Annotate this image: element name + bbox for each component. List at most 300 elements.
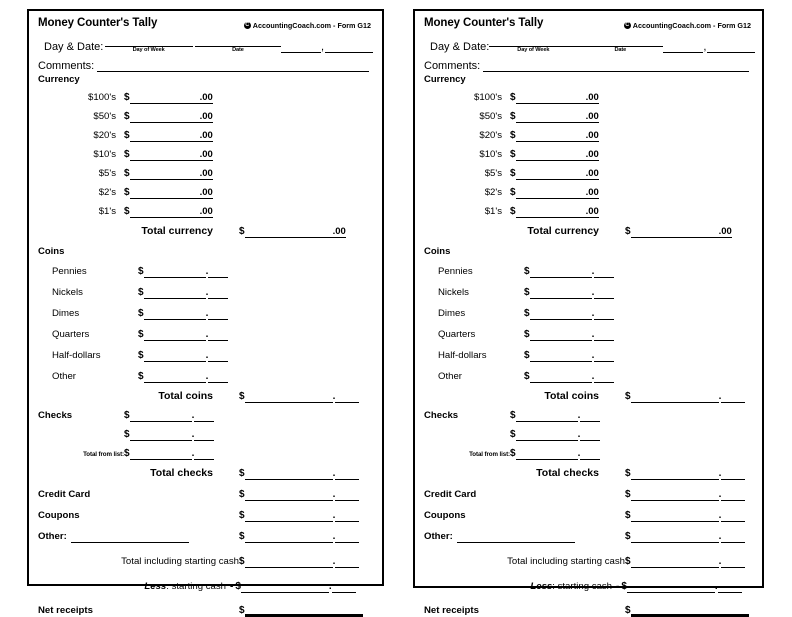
coins-total-cents-input[interactable]	[332, 390, 359, 403]
net-receipts-label: Net receipts	[38, 605, 93, 616]
coins-amount-input[interactable]	[530, 286, 592, 299]
coins-cents-input[interactable]	[205, 307, 228, 320]
form-body-right	[415, 11, 762, 616]
comments-label: Comments:	[424, 60, 481, 72]
date-month-group	[195, 35, 281, 53]
payment-amount-input-other[interactable]	[631, 530, 719, 543]
dollar-sign: $	[239, 226, 245, 237]
brand-text: AccountingCoach.com - Form G12	[252, 21, 371, 30]
decimal-point: .	[205, 329, 209, 340]
payment-line-left	[38, 489, 239, 501]
date-day-group	[663, 41, 703, 53]
dollar-sign: $	[625, 391, 631, 402]
currency-cents: .00	[199, 206, 213, 217]
day-of-week-caption: Day of Week	[517, 47, 550, 53]
total-including-label: Total including starting cash	[507, 556, 625, 567]
currency-total-input[interactable]	[631, 225, 719, 238]
checks-row	[424, 422, 753, 441]
coins-row	[424, 257, 753, 278]
currency-row	[38, 123, 373, 142]
day-of-week-input[interactable]	[489, 35, 577, 47]
coins-row	[38, 320, 373, 341]
day-of-week-group	[105, 35, 193, 53]
currency-amount-input[interactable]	[516, 148, 586, 161]
dollar-sign: $	[510, 149, 516, 160]
currency-amount-input[interactable]	[130, 205, 200, 218]
dollar-sign: $	[239, 605, 245, 616]
decimal-point: .	[205, 371, 209, 382]
currency-row	[424, 161, 753, 180]
dollar-sign: $	[124, 111, 130, 122]
date-month-input[interactable]	[195, 35, 281, 47]
payment-amount-input-coupons[interactable]	[631, 509, 719, 522]
currency-total-row	[38, 218, 373, 238]
coins-amount-input[interactable]	[144, 286, 206, 299]
checks-row	[424, 441, 753, 460]
coins-amount-input[interactable]	[530, 328, 592, 341]
checks-amount-input[interactable]	[516, 409, 578, 422]
decimal-point: .	[205, 350, 209, 361]
payment-line-label-other: Other:	[424, 531, 453, 542]
currency-cents: .00	[199, 92, 213, 103]
less-rest-text: : starting cash	[552, 581, 612, 592]
coins-cents-input[interactable]	[591, 265, 614, 278]
decimal-point: .	[332, 556, 336, 567]
currency-cents: .00	[585, 149, 599, 160]
currency-denomination-label: $10's	[93, 149, 116, 160]
payment-line-label-coupons: Coupons	[424, 510, 466, 521]
net-receipts-row	[38, 593, 373, 617]
comments-row	[38, 60, 373, 72]
day-date-row	[430, 35, 753, 53]
less-starting-cash-row	[424, 568, 753, 593]
day-of-week-input[interactable]	[105, 35, 193, 47]
coins-cents-input[interactable]	[591, 349, 614, 362]
payment-line-label-coupons: Coupons	[38, 510, 80, 521]
checks-total-row	[38, 460, 373, 480]
dollar-sign: $	[524, 371, 530, 382]
tally-form-left	[27, 9, 384, 616]
dollar-sign: $	[239, 510, 245, 521]
currency-cents: .00	[585, 111, 599, 122]
dollar-sign: $	[510, 187, 516, 198]
less-starting-cash-label	[424, 581, 612, 593]
currency-amount-input[interactable]	[130, 129, 200, 142]
currency-cents: .00	[199, 187, 213, 198]
less-starting-cash-label	[38, 581, 226, 593]
checks-cents-input[interactable]	[191, 428, 214, 441]
decimal-point: .	[205, 308, 209, 319]
decimal-point: .	[191, 429, 195, 440]
checks-total-label: Total checks	[536, 467, 599, 479]
payment-cents-input-coupons[interactable]	[332, 509, 359, 522]
payment-line-row	[424, 480, 753, 501]
checks-amount-input[interactable]	[130, 428, 192, 441]
checks-cents-input[interactable]	[191, 409, 214, 422]
coins-amount-input[interactable]	[144, 307, 206, 320]
dollar-sign: $	[625, 510, 631, 521]
dollar-sign: $	[510, 168, 516, 179]
coins-total-cents-input[interactable]	[718, 390, 745, 403]
dollar-sign: $	[124, 130, 130, 141]
dollar-sign: $	[239, 391, 245, 402]
payment-line-row	[38, 522, 373, 543]
dollar-sign: $	[124, 206, 130, 217]
dollar-sign: $	[124, 448, 130, 459]
coins-item-label: Half-dollars	[438, 350, 487, 361]
dollar-sign: $	[625, 489, 631, 500]
payment-amount-input-credit-card[interactable]	[631, 488, 719, 501]
coins-amount-input[interactable]	[530, 307, 592, 320]
date-caption: Date	[232, 47, 244, 53]
currency-denomination-label: $20's	[93, 130, 116, 141]
coins-total-row	[424, 383, 753, 403]
coins-amount-input[interactable]	[144, 349, 206, 362]
decimal-point: .	[591, 350, 595, 361]
copyright-icon: C	[245, 22, 250, 28]
decimal-point: .	[191, 448, 195, 459]
currency-total-label: Total currency	[527, 225, 599, 237]
payment-cents-input-credit-card[interactable]	[718, 488, 745, 501]
coins-row	[38, 341, 373, 362]
currency-amount-input[interactable]	[516, 129, 586, 142]
payment-line-row	[424, 501, 753, 522]
date-day-input[interactable]	[663, 41, 703, 53]
coins-cents-input[interactable]	[205, 286, 228, 299]
currency-row	[424, 180, 753, 199]
decimal-point: .	[718, 468, 722, 479]
decimal-point: .	[328, 581, 332, 592]
copyright-icon: C	[625, 22, 630, 28]
currency-row	[424, 142, 753, 161]
currency-denomination-label: $1's	[484, 206, 502, 217]
currency-cents: .00	[199, 149, 213, 160]
dollar-sign: $	[510, 448, 516, 459]
coins-row	[424, 320, 753, 341]
coins-row	[38, 299, 373, 320]
currency-row	[38, 199, 373, 218]
dollar-sign: $	[524, 266, 530, 277]
currency-row	[38, 104, 373, 123]
coins-row	[424, 341, 753, 362]
currency-cents: .00	[199, 130, 213, 141]
checks-total-row	[424, 460, 753, 480]
checks-total-cents-input[interactable]	[332, 467, 359, 480]
other-description-input[interactable]	[71, 531, 189, 543]
coins-amount-input[interactable]	[144, 328, 206, 341]
dollar-sign: $	[510, 130, 516, 141]
coins-item-label: Dimes	[438, 308, 466, 319]
date-month-group	[577, 35, 663, 53]
decimal-point: .	[591, 329, 595, 340]
form-header-left	[38, 17, 373, 30]
payment-line-left	[424, 510, 625, 522]
checks-row-label	[38, 440, 124, 441]
checks-amount-input[interactable]	[516, 447, 578, 460]
coins-item-label: Pennies	[438, 266, 473, 277]
currency-denomination-label: $50's	[479, 111, 502, 122]
currency-denomination-label: $10's	[479, 149, 502, 160]
decimal-point: .	[577, 448, 581, 459]
checks-amount-input[interactable]	[516, 428, 578, 441]
total-including-cents-input[interactable]	[718, 555, 745, 568]
coins-heading: Coins	[38, 246, 65, 257]
decimal-point: .	[332, 510, 336, 521]
dollar-sign: $	[524, 329, 530, 340]
date-comma: ,	[703, 41, 707, 53]
coins-row	[38, 362, 373, 383]
dollar-sign: $	[621, 581, 627, 592]
dollar-sign: $	[138, 371, 144, 382]
brand-credit	[624, 21, 753, 30]
currency-denomination-label: $20's	[479, 130, 502, 141]
checks-total-input[interactable]	[245, 467, 333, 480]
total-including-input[interactable]	[245, 555, 333, 568]
currency-cents: .00	[585, 206, 599, 217]
less-starting-cash-cents-input[interactable]	[332, 580, 356, 593]
payment-amount-input-other[interactable]	[245, 530, 333, 543]
checks-row	[424, 403, 753, 422]
coins-row	[38, 257, 373, 278]
coins-cents-input[interactable]	[205, 349, 228, 362]
total-including-row	[424, 543, 753, 568]
coins-total-input[interactable]	[631, 390, 719, 403]
dollar-sign: $	[510, 111, 516, 122]
currency-denomination-label: $5's	[484, 168, 502, 179]
payment-line-row	[424, 522, 753, 543]
decimal-point: .	[718, 556, 722, 567]
dollar-sign: $	[510, 429, 516, 440]
checks-row	[38, 441, 373, 460]
dollar-sign: $	[124, 187, 130, 198]
coins-amount-input[interactable]	[530, 349, 592, 362]
coins-item-label: Quarters	[438, 329, 476, 340]
coins-cents-input[interactable]	[205, 265, 228, 278]
dollar-sign: $	[239, 489, 245, 500]
currency-total-input[interactable]	[245, 225, 333, 238]
currency-amount-input[interactable]	[130, 91, 200, 104]
checks-total-label: Total checks	[150, 467, 213, 479]
date-comma: ,	[320, 41, 324, 53]
decimal-point: .	[591, 308, 595, 319]
currency-total-row	[424, 218, 753, 238]
currency-heading: Currency	[38, 74, 80, 85]
currency-row	[424, 199, 753, 218]
dollar-sign: $	[138, 287, 144, 298]
date-year-group	[707, 41, 755, 53]
currency-total-cents: .00	[718, 226, 732, 237]
dollar-sign: $	[138, 308, 144, 319]
date-year-input[interactable]	[325, 41, 373, 53]
currency-cents: .00	[585, 130, 599, 141]
coins-amount-input[interactable]	[530, 265, 592, 278]
coins-total-row	[38, 383, 373, 403]
tally-form-right	[413, 9, 764, 616]
page-title: Money Counter's Tally	[38, 17, 158, 29]
dollar-sign: $	[625, 226, 631, 237]
comments-label: Comments:	[38, 60, 95, 72]
brand-text: AccountingCoach.com - Form G12	[632, 21, 751, 30]
less-starting-cash-input[interactable]	[241, 580, 329, 593]
currency-row	[424, 85, 753, 104]
dollar-sign: $	[524, 287, 530, 298]
checks-cents-input[interactable]	[577, 447, 600, 460]
currency-row	[38, 85, 373, 104]
payment-amount-input-coupons[interactable]	[245, 509, 333, 522]
currency-cents: .00	[585, 92, 599, 103]
net-receipts-input[interactable]	[631, 603, 749, 617]
payment-cents-input-other[interactable]	[718, 530, 745, 543]
dollar-sign: $	[625, 605, 631, 616]
currency-amount-input[interactable]	[516, 110, 586, 123]
decimal-point: .	[591, 287, 595, 298]
coins-item-label: Pennies	[52, 266, 87, 277]
day-date-label: Day & Date:	[44, 41, 104, 53]
total-including-cents-input[interactable]	[332, 555, 359, 568]
decimal-point: .	[191, 410, 195, 421]
dollar-sign: $	[239, 556, 245, 567]
payment-cents-input-credit-card[interactable]	[332, 488, 359, 501]
currency-amount-input[interactable]	[130, 148, 200, 161]
dollar-sign: $	[235, 581, 241, 592]
form-body-left	[29, 11, 382, 616]
dollar-sign: $	[124, 149, 130, 160]
checks-total-input[interactable]	[631, 467, 719, 480]
coins-row	[38, 278, 373, 299]
coins-amount-input[interactable]	[144, 370, 206, 383]
coins-cents-input[interactable]	[591, 286, 614, 299]
decimal-point: .	[332, 489, 336, 500]
dollar-sign: $	[625, 556, 631, 567]
other-description-input[interactable]	[457, 531, 575, 543]
coins-total-label: Total coins	[158, 390, 213, 402]
coins-amount-input[interactable]	[144, 265, 206, 278]
dollar-sign: $	[124, 92, 130, 103]
comments-row	[424, 60, 753, 72]
minus-sign: -	[616, 581, 620, 592]
currency-amount-input[interactable]	[516, 205, 586, 218]
currency-denomination-label: $5's	[98, 168, 116, 179]
coins-total-input[interactable]	[245, 390, 333, 403]
date-year-input[interactable]	[707, 41, 755, 53]
payment-cents-input-coupons[interactable]	[718, 509, 745, 522]
currency-amount-input[interactable]	[130, 186, 200, 199]
currency-denomination-label: $2's	[98, 187, 116, 198]
date-caption: Date	[614, 47, 627, 53]
coins-cents-input[interactable]	[205, 328, 228, 341]
currency-row	[424, 104, 753, 123]
decimal-point: .	[718, 531, 722, 542]
payment-amount-input-credit-card[interactable]	[245, 488, 333, 501]
currency-cents: .00	[199, 111, 213, 122]
currency-row	[38, 180, 373, 199]
dollar-sign: $	[510, 92, 516, 103]
minus-sign: -	[230, 581, 234, 592]
date-year-group	[325, 41, 373, 53]
coins-item-label: Other	[52, 371, 76, 382]
checks-cents-input[interactable]	[191, 447, 214, 460]
net-receipts-input[interactable]	[245, 603, 363, 617]
decimal-point: .	[577, 410, 581, 421]
less-word: Less	[144, 581, 167, 592]
currency-cents: .00	[585, 168, 599, 179]
currency-amount-input[interactable]	[516, 186, 586, 199]
decimal-point: .	[718, 510, 722, 521]
coins-cents-input[interactable]	[591, 307, 614, 320]
net-receipts-label: Net receipts	[424, 605, 479, 616]
date-day-input[interactable]	[281, 41, 321, 53]
less-starting-cash-input[interactable]	[627, 580, 715, 593]
coins-amount-input[interactable]	[530, 370, 592, 383]
currency-denomination-label: $50's	[93, 111, 116, 122]
currency-denomination-label: $1's	[98, 206, 116, 217]
checks-cents-input[interactable]	[577, 409, 600, 422]
form-header-right	[424, 17, 753, 30]
decimal-point: .	[591, 266, 595, 277]
net-receipts-row	[424, 593, 753, 617]
currency-row	[38, 142, 373, 161]
date-month-input[interactable]	[577, 35, 663, 47]
total-including-input[interactable]	[631, 555, 719, 568]
page-title: Money Counter's Tally	[424, 17, 544, 29]
decimal-point: .	[332, 391, 336, 402]
coins-item-label: Nickels	[438, 287, 469, 298]
currency-amount-input[interactable]	[516, 167, 586, 180]
currency-total-cents: .00	[332, 226, 346, 237]
decimal-point: .	[577, 429, 581, 440]
day-of-week-caption: Day of Week	[132, 47, 165, 53]
dollar-sign: $	[138, 329, 144, 340]
coins-cents-input[interactable]	[591, 370, 614, 383]
dollar-sign: $	[124, 410, 130, 421]
currency-denomination-label: $100's	[474, 92, 502, 103]
coins-cents-input[interactable]	[205, 370, 228, 383]
coins-row	[424, 278, 753, 299]
comments-input[interactable]	[97, 60, 369, 72]
dollar-sign: $	[625, 468, 631, 479]
checks-heading: Checks	[424, 410, 459, 421]
currency-amount-input[interactable]	[516, 91, 586, 104]
coins-item-label: Nickels	[52, 287, 83, 298]
day-date-label: Day & Date:	[430, 41, 490, 53]
currency-denomination-label: $100's	[88, 92, 116, 103]
checks-row	[38, 403, 373, 422]
currency-cents: .00	[199, 168, 213, 179]
decimal-point: .	[718, 489, 722, 500]
dollar-sign: $	[510, 410, 516, 421]
payment-cents-input-other[interactable]	[332, 530, 359, 543]
dollar-sign: $	[625, 531, 631, 542]
currency-amount-input[interactable]	[130, 167, 200, 180]
checks-heading: Checks	[38, 410, 73, 421]
decimal-point: .	[332, 468, 336, 479]
less-starting-cash-cents-input[interactable]	[718, 580, 742, 593]
coins-cents-input[interactable]	[591, 328, 614, 341]
payment-line-left	[38, 510, 239, 522]
coins-item-label: Dimes	[52, 308, 80, 319]
coins-item-label: Other	[438, 371, 462, 382]
checks-amount-input[interactable]	[130, 409, 192, 422]
coins-row	[424, 299, 753, 320]
checks-amount-input[interactable]	[130, 447, 192, 460]
brand-credit	[244, 21, 373, 30]
checks-cents-input[interactable]	[577, 428, 600, 441]
currency-amount-input[interactable]	[130, 110, 200, 123]
total-including-row	[38, 543, 373, 568]
dollar-sign: $	[124, 429, 130, 440]
comments-input[interactable]	[483, 60, 749, 72]
checks-total-cents-input[interactable]	[718, 467, 745, 480]
